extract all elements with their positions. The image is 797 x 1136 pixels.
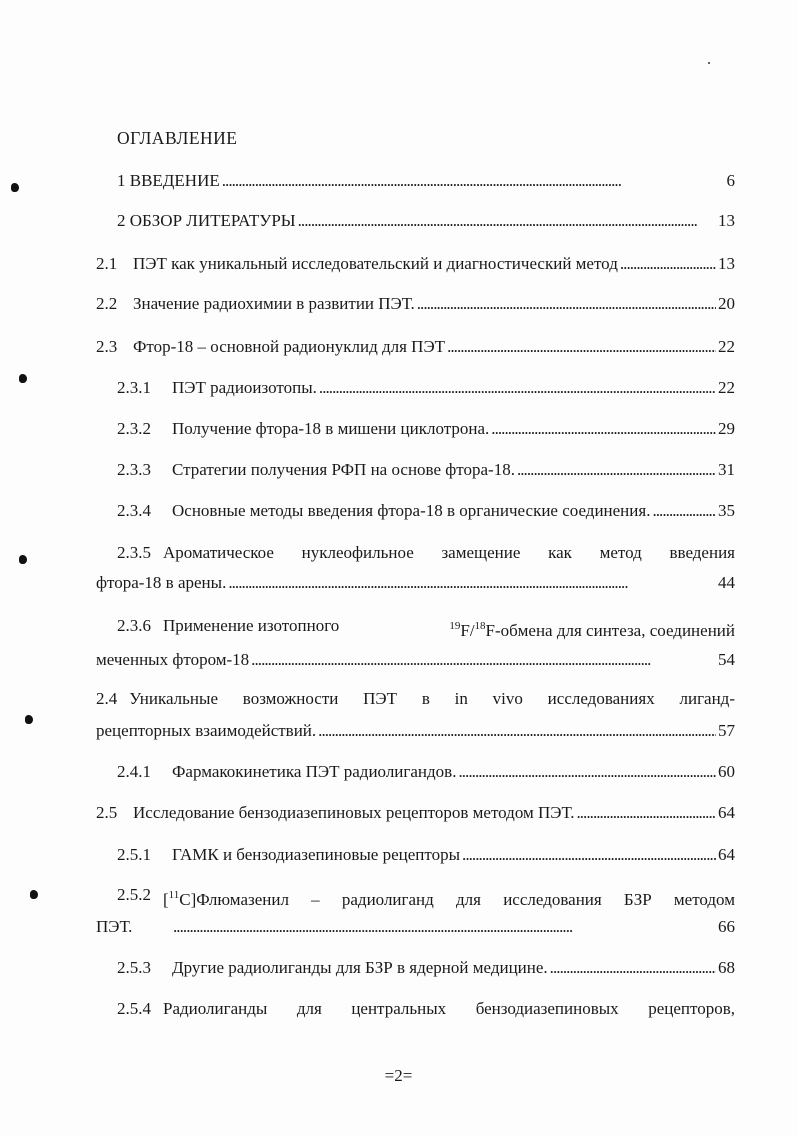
leader-dots [550,958,716,978]
toc-entry-number: 2.1 [96,254,118,273]
page-number-footer: =2= [384,1066,413,1085]
toc-entry[interactable] [117,762,735,782]
toc-entry-page: 64 [718,803,735,822]
toc-entry-page: 13 [718,211,735,230]
toc-entry[interactable] [117,958,735,978]
toc-entry[interactable] [96,650,735,670]
toc-entry-label-part: Применение изотопного [163,616,340,635]
leader-dots [447,337,716,357]
toc-entry[interactable] [96,294,735,314]
toc-entry-page: 22 [718,378,735,397]
toc-entry-page: 44 [718,573,735,592]
toc-entry[interactable] [117,419,735,439]
binding-hole-mark [19,374,27,383]
leader-dots [173,917,716,937]
toc-entry-page: 22 [718,337,735,356]
superscript: 11 [168,889,180,901]
toc-entry-number: 2.5.2 [117,885,151,904]
toc-entry-number: 2.4 [96,689,118,708]
toc-entry-label: Другие радиолиганды для БЗР в ядерной медицине. [172,958,548,977]
toc-entry[interactable] [96,337,735,357]
toc-entry-label: ПЭТ радиоизотопы. [172,378,317,397]
toc-entry-number: 2.3.4 [117,501,151,520]
toc-entry-page: 60 [718,762,735,781]
toc-title: ОГЛАВЛЕНИЕ [117,128,238,148]
toc-entry-label: фтора-18 в арены. [96,573,227,592]
toc-entry-page: 29 [718,419,735,438]
toc-entry-label: Стратегии получения РФП на основе фтора-18. [172,460,515,479]
leader-dots [319,378,716,398]
toc-entry[interactable] [117,845,735,865]
toc-entry-label: 1 ВВЕДЕНИЕ [117,171,220,190]
toc-entry-label: рецепторных взаимодействий. [96,721,317,740]
toc-entry-label: Радиолиганды для центральных бензодиазепиновых рецепторов, [163,999,735,1018]
toc-entry-label: Ароматическое нуклеофильное замещение как метод введения [163,543,735,562]
isotope-notation [449,616,735,641]
leader-dots [620,254,716,274]
leader-dots [652,501,716,521]
toc-entry[interactable] [96,254,735,274]
binding-hole-mark [30,890,38,899]
toc-entry-label-part: F-обмена для синтеза, соединений [485,621,735,640]
superscript: 19 [449,620,461,632]
toc-entry-page: 31 [718,460,735,479]
leader-dots [576,803,716,823]
toc-entry-number: 2.4.1 [117,762,151,781]
toc-entry-label: Фтор-18 – основной радионуклид для ПЭТ [133,337,446,356]
toc-entry-number: 2.5 [96,803,118,822]
toc-entry-page: 66 [718,917,735,936]
toc-entry-number: 2.5.4 [117,999,151,1018]
toc-entry[interactable] [96,803,735,823]
toc-entry-line[interactable] [96,689,735,709]
toc-entry-label: ГАМК и бензодиазепиновые рецепторы [172,845,461,864]
toc-entry-label: ПЭТ. [96,917,133,936]
toc-entry-label [163,885,735,910]
toc-entry-number: 2.3.3 [117,460,151,479]
toc-entry-page: 20 [718,294,735,313]
leader-dots [251,650,716,670]
toc-entry-label: Основные методы введения фтора-18 в органические соединения. [172,501,651,520]
binding-hole-mark [25,715,33,724]
toc-entry[interactable] [117,211,735,231]
toc-entry-page: 68 [718,958,735,977]
toc-entry[interactable] [117,460,735,480]
toc-entry[interactable] [96,573,735,593]
toc-entry-label: ПЭТ как уникальный исследовательский и диагностический метод [133,254,618,273]
toc-entry-label: Получение фтора-18 в мишени циклотрона. [172,419,490,438]
binding-hole-mark [19,555,27,564]
toc-entry-label: Уникальные возможности ПЭТ в in vivo исследованиях лиганд- [129,689,735,708]
leader-dots [458,762,716,782]
toc-entry-label: Фармакокинетика ПЭТ радиолигандов. [172,762,457,781]
toc-entry[interactable] [117,501,735,521]
toc-entry-page: 54 [718,650,735,669]
toc-entry-line[interactable] [117,999,735,1019]
toc-entry[interactable] [96,917,735,937]
toc-entry-page: 64 [718,845,735,864]
toc-entry-number: 2.3.6 [117,616,151,635]
leader-dots [298,211,716,231]
leader-dots [491,419,716,439]
toc-entry-label: Исследование бензодиазепиновых рецепторов методом ПЭТ. [133,803,575,822]
toc-entry-line[interactable] [117,616,735,641]
scan-speck [708,62,710,64]
isotope-text: F/ [460,621,475,640]
toc-entry-page: 57 [718,721,735,740]
toc-entry-number: 2.3.1 [117,378,151,397]
leader-dots [318,721,716,741]
superscript: 18 [474,620,486,632]
leader-dots [222,171,725,191]
toc-entry[interactable] [117,378,735,398]
leader-dots [517,460,716,480]
toc-entry-number: 2.3.5 [117,543,151,562]
toc-entry-number: 2.5.3 [117,958,151,977]
toc-entry-label: меченных фтором-18 [96,650,250,669]
toc-entry-page: 35 [718,501,735,520]
toc-entry-number: 2.3.2 [117,419,151,438]
toc-entry-label-part: [ [163,890,169,909]
toc-entry-page: 6 [726,171,735,190]
binding-hole-mark [11,183,19,192]
toc-entry-line[interactable] [117,543,735,563]
toc-entry-page: 13 [718,254,735,273]
toc-entry-number: 2.3 [96,337,118,356]
toc-entry-label [163,616,735,641]
leader-dots [417,294,716,314]
toc-entry-label: 2 ОБЗОР ЛИТЕРАТУРЫ [117,211,296,230]
leader-dots [228,573,716,593]
toc-entry-line[interactable] [117,885,735,910]
toc-entry-number: 2.5.1 [117,845,151,864]
leader-dots [462,845,716,865]
toc-entry-number: 2.2 [96,294,118,313]
toc-entry[interactable] [96,721,735,741]
toc-entry[interactable] [117,171,735,191]
toc-entry-label-part: С]Флюмазенил – радиолиганд для исследования БЗР методом [179,890,735,909]
toc-entry-label: Значение радиохимии в развитии ПЭТ. [133,294,415,313]
